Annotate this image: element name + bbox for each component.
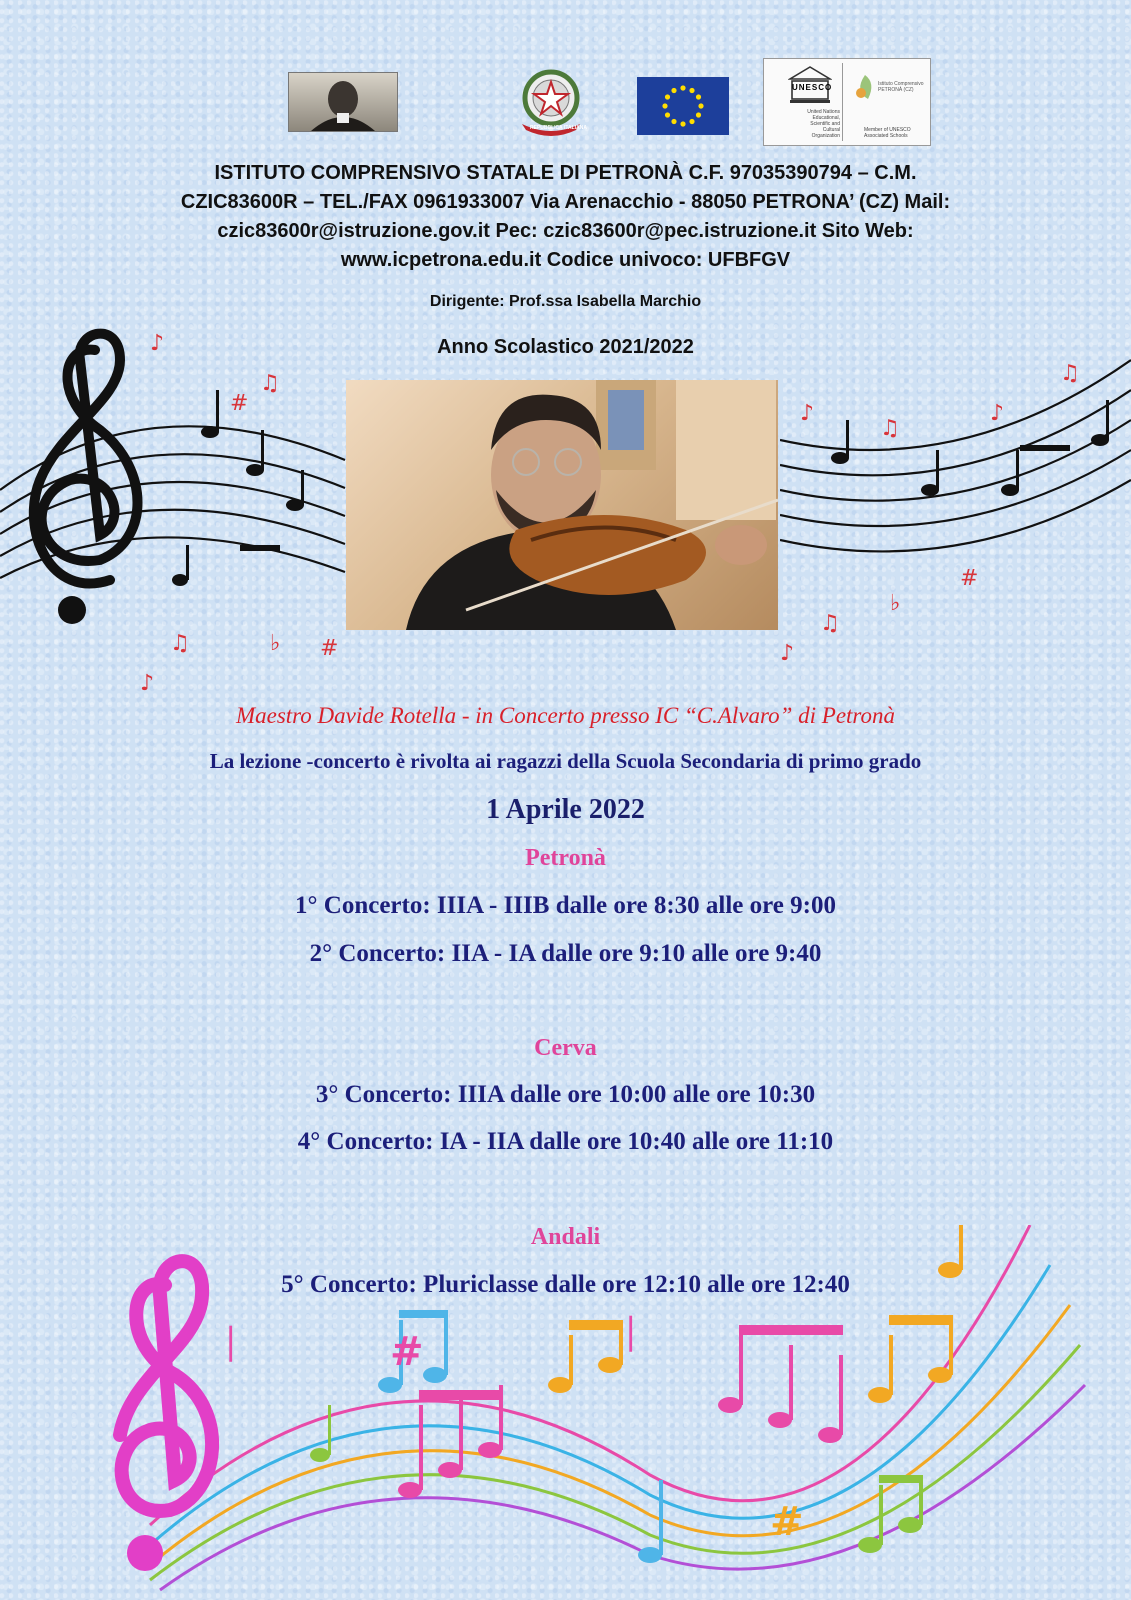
svg-text:♫: ♫: [260, 371, 280, 396]
place-petrona: Petronà: [525, 845, 606, 871]
svg-text:♫: ♫: [880, 416, 900, 441]
svg-text:♫: ♫: [170, 631, 190, 656]
unesco-caption: United Nations Educational, Scientific and Cultural Organization: [807, 109, 840, 139]
violinist-photo: [346, 380, 778, 630]
svg-text:♪: ♪: [990, 401, 1005, 426]
concert-2: 2° Concerto: IIA - IA dalle ore 9:10 alle ore 9:40: [309, 940, 822, 967]
italian-republic-emblem: [512, 66, 590, 138]
unesco-word: UNESCO: [792, 83, 833, 92]
svg-text:#: #: [770, 1499, 804, 1545]
unesco-school-logo: [763, 58, 931, 146]
header-line-2: CZIC83600R – TEL./FAX 0961933007 Via Arenacchio - 88050 PETRONA’ (CZ) Mail:: [180, 191, 951, 213]
svg-text:#: #: [390, 1329, 424, 1375]
eu-flag-logo: [637, 77, 729, 135]
svg-text:♭: ♭: [270, 631, 281, 656]
black-music-staff-left: [0, 320, 360, 700]
school-caption: Istituto Comprensivo PETRONÀ (CZ): [878, 81, 924, 93]
school-leaf-icon: [854, 73, 876, 101]
concert-3: 3° Concerto: IIIA dalle ore 10:00 alle ore 10:30: [315, 1081, 816, 1108]
event-date: 1 Aprile 2022: [486, 794, 645, 825]
svg-text:𝄀: 𝄀: [630, 1310, 632, 1361]
founder-portrait-logo: [288, 72, 398, 132]
black-music-staff-right: [780, 340, 1131, 680]
header-line-4: www.icpetrona.edu.it Codice univoco: UFBFGV: [340, 249, 791, 271]
svg-text:♪: ♪: [780, 641, 795, 666]
event-subtitle: La lezione -concerto è rivolta ai ragazzi della Scuola Secondaria di primo grado: [209, 749, 922, 773]
school-header: [60, 159, 1071, 275]
school-year: Anno Scolastico 2021/2022: [437, 336, 694, 358]
colorful-treble-clef-icon: [120, 1261, 212, 1511]
svg-text:♫: ♫: [1060, 361, 1080, 386]
svg-text:#: #: [960, 566, 979, 591]
svg-text:♪: ♪: [800, 401, 815, 426]
header-line-3: czic83600r@istruzione.gov.it Pec: czic83600r@pec.istruzione.it Sito Web:: [217, 220, 914, 242]
place-cerva: Cerva: [534, 1035, 597, 1061]
header-line-1: ISTITUTO COMPRENSIVO STATALE DI PETRONÀ C.F. 97035390794 – C.M.: [214, 162, 917, 184]
svg-text:𝄀: 𝄀: [230, 1320, 232, 1371]
svg-text:♫: ♫: [820, 611, 840, 636]
svg-text:♪: ♪: [140, 671, 155, 696]
place-andali: Andali: [530, 1224, 601, 1250]
svg-text:#: #: [230, 391, 249, 416]
svg-text:#: #: [320, 636, 339, 661]
member-caption: Member of UNESCO Associated Schools: [864, 127, 911, 139]
emblem-ribbon-text: REPUBBLICA ITALIANA: [530, 125, 587, 131]
colorful-music-staff-bottom: [90, 1225, 1090, 1595]
event-title: Maestro Davide Rotella - in Concerto presso IC “C.Alvaro” di Petronà: [235, 703, 896, 728]
concert-5: 5° Concerto: Pluriclasse dalle ore 12:10 alle ore 12:40: [281, 1271, 850, 1298]
svg-text:♪: ♪: [150, 331, 165, 356]
concert-1: 1° Concerto: IIIA - IIIB dalle ore 8:30 alle ore 9:00: [295, 892, 836, 919]
svg-text:♭: ♭: [890, 591, 901, 616]
dirigente-line: Dirigente: Prof.ssa Isabella Marchio: [429, 293, 702, 310]
concert-4: 4° Concerto: IA - IIA dalle ore 10:40 alle ore 11:10: [297, 1128, 834, 1155]
